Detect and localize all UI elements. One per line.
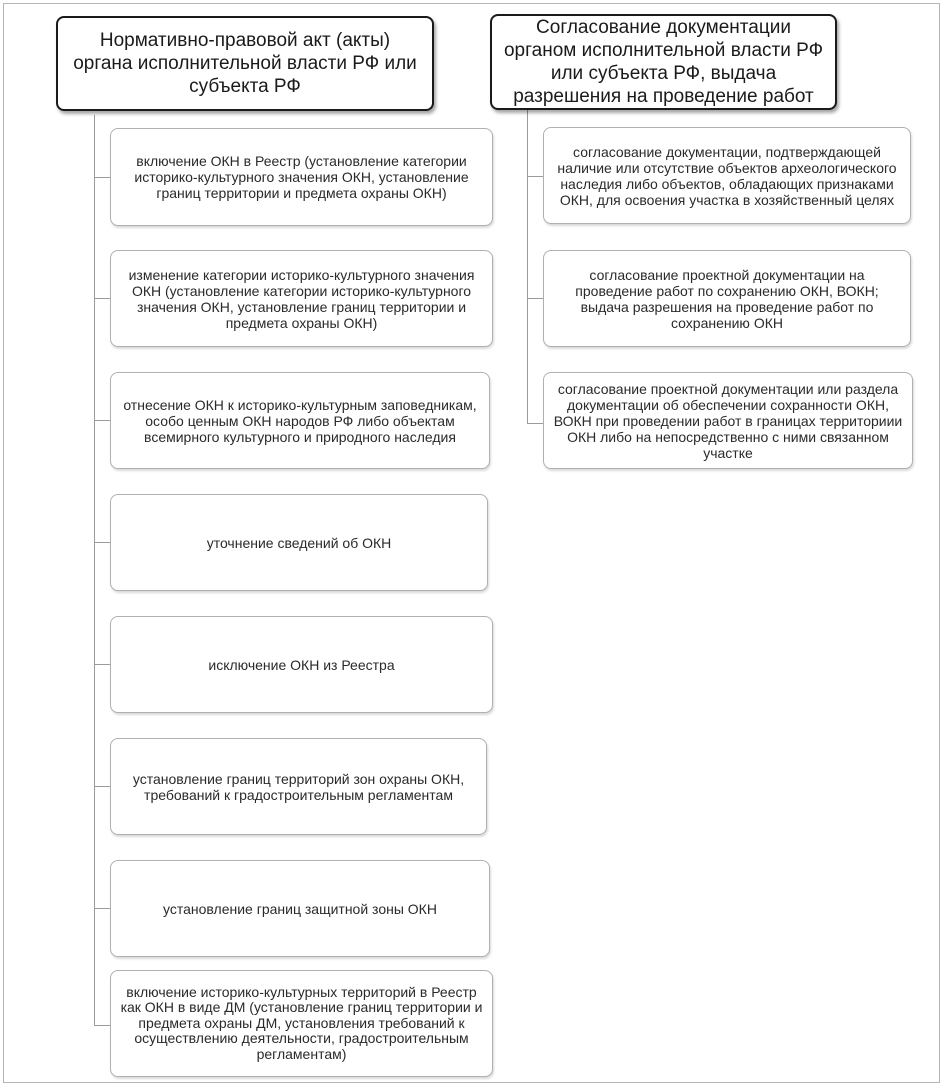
left-trunk-line: [94, 115, 95, 1025]
right-item-text-1: согласование документации, подтверждающей наличие или отсутствие объектов археологического наследия либо объектов, обладающих признаками ОКН, для освоения участка в хозяйственный целях: [557, 143, 897, 208]
left-item-text-7: установление границ защитной зоны ОКН: [163, 900, 437, 917]
right-item-text-2: согласование проектной документации на проведение работ по сохранению ОКН, ВОКН; выдача разрешения на проведение работ по сохранению ОКН: [575, 266, 879, 331]
left-connector-6: [94, 786, 110, 787]
left-connector-5: [94, 664, 110, 665]
right-item-box-3: [543, 372, 913, 469]
left-header-box: [56, 16, 434, 111]
left-item-box-1: [110, 128, 493, 226]
left-item-box-3: [110, 372, 490, 469]
left-connector-4: [94, 542, 110, 543]
left-item-box-5: [110, 616, 493, 713]
left-item-text-1: включение ОКН в Реестр (установление категории историко-культурного значения ОКН, установление границ территории и предмета охраны ОКН): [134, 153, 469, 201]
left-item-box-6: [110, 738, 487, 835]
left-item-box-2: [110, 250, 493, 347]
left-item-box-7: [110, 860, 490, 957]
right-item-text-3: согласование проектной документации или раздела документации об обеспечении сохранности ОКН, ВОКН при проведении работ в границах территориии ОКН либо на непосредственно с ними связанном участке: [553, 380, 903, 461]
left-item-text-6: установление границ территорий зон охраны ОКН, требований к градостроительным регламентам: [132, 770, 465, 803]
right-connector-2: [527, 298, 543, 299]
left-connector-1: [94, 177, 110, 178]
left-header-text: Нормативно-правовой акт (акты) органа исполнительной власти РФ или субъекта РФ: [73, 30, 417, 97]
left-connector-2: [94, 298, 110, 299]
left-item-box-4: [110, 494, 488, 591]
left-connector-3: [94, 420, 110, 421]
left-item-text-2: изменение категории историко-культурного значения ОКН (установление категории историко-культурного значения ОКН, установление границ территории и предмета охраны ОКН): [128, 266, 475, 331]
left-item-text-4: уточнение сведений об ОКН: [206, 534, 392, 551]
right-trunk-line: [527, 110, 528, 423]
left-connector-8: [94, 1025, 110, 1026]
left-item-text-3: отнесение ОКН к историко-культурным заповедникам, особо ценным ОКН народов РФ либо объектам всемирного культурного и природного наследия: [123, 396, 477, 445]
left-item-box-8: [110, 970, 493, 1077]
right-connector-3: [527, 423, 543, 424]
left-item-text-5: исключение ОКН из Реестра: [208, 656, 395, 673]
right-item-box-2: [543, 250, 911, 347]
right-item-box-1: [543, 127, 911, 224]
right-header-box: [490, 14, 837, 110]
left-item-text-8: включение историко-культурных территорий в Реестр как ОКН в виде ДМ (установление границ территории и предмета охраны ДМ, установления требований к осуществлению деятельности, градостроительным регламентам): [120, 983, 483, 1062]
left-connector-7: [94, 908, 110, 909]
right-header-text: Согласование документации органом исполнительной власти РФ или субъекта РФ, выдача разрешения на проведение работ: [503, 17, 824, 107]
right-connector-1: [527, 176, 543, 177]
